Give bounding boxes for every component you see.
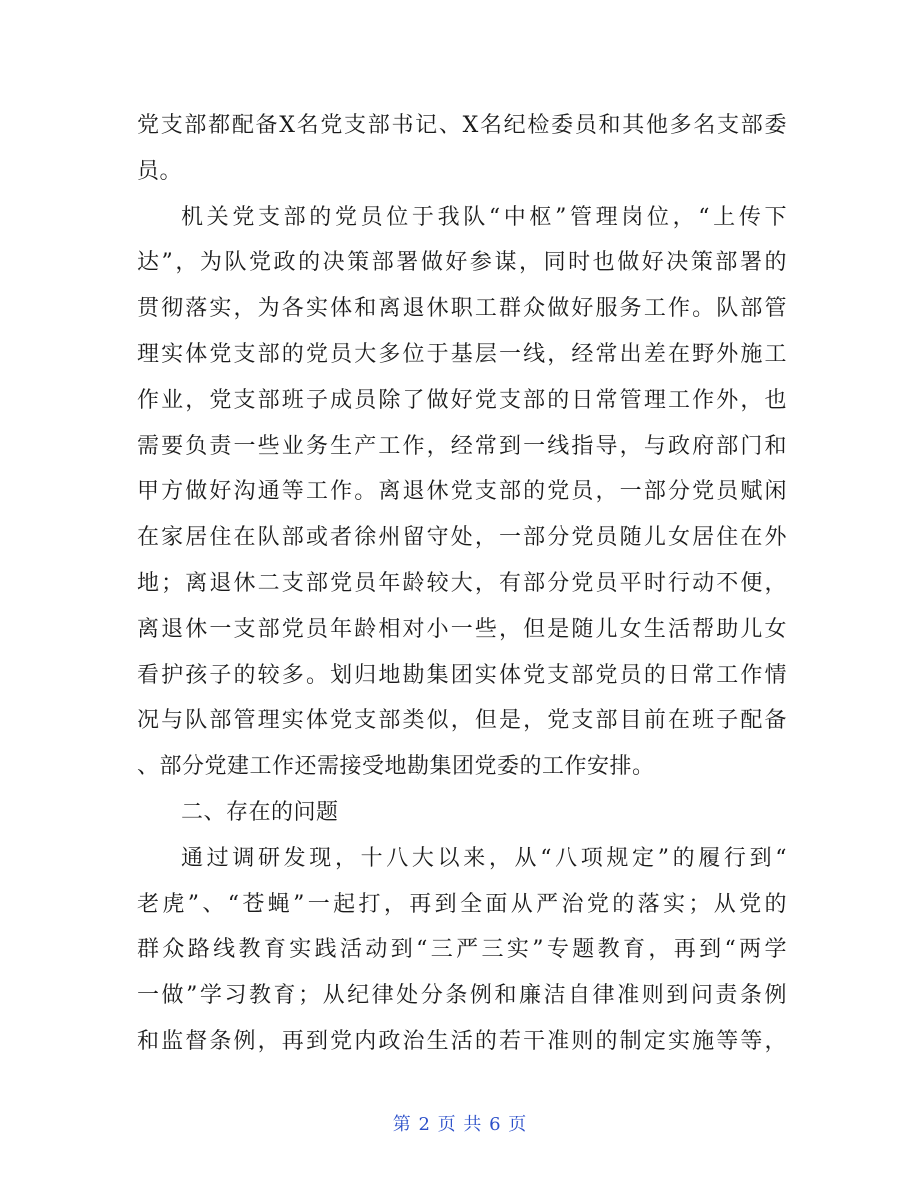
text-line: 需要负责一些业务生产工作，经常到一线指导，与政府部门和 <box>137 433 787 459</box>
text-line: 贯彻落实，为各实体和离退休职工群众做好服务工作。队部管 <box>137 296 787 322</box>
text-line: 在家居住在队部或者徐州留守处，一部分党员随儿女居住在外 <box>137 525 787 551</box>
text-line: 和监督条例，再到党内政治生活的若干准则的制定实施等等， <box>137 1028 787 1054</box>
text-line: 机关党支部的党员位于我队“中枢”管理岗位，“上传下 <box>181 204 787 230</box>
text-line: 群众路线教育实践活动到“三严三实”专题教育，再到“两学 <box>137 937 787 963</box>
text-line: 甲方做好沟通等工作。离退休党支部的党员，一部分党员赋闲 <box>137 479 787 505</box>
text-line: 员。 <box>137 158 183 184</box>
text-line: 离退休一支部党员年龄相对小一些，但是随儿女生活帮助儿女 <box>137 616 787 642</box>
text-line: 老虎”、“苍蝇”一起打，再到全面从严治党的落实；从党的 <box>137 891 787 917</box>
text-line: 理实体党支部的党员大多位于基层一线，经常出差在野外施工 <box>137 341 787 367</box>
text-line: 党支部都配备X名党支部书记、X名纪检委员和其他多名支部委 <box>137 113 787 138</box>
text-line: 地；离退休二支部党员年龄较大，有部分党员平时行动不便， <box>137 570 787 596</box>
text-line: 达”，为队党政的决策部署做好参谋，同时也做好决策部署的 <box>137 250 787 276</box>
text-line: 看护孩子的较多。划归地勘集团实体党支部党员的日常工作情 <box>137 662 787 688</box>
text-line: 通过调研发现，十八大以来，从“八项规定”的履行到“ <box>181 845 787 871</box>
page-number-footer: 第 2 页 共 6 页 <box>392 1114 528 1135</box>
text-line: 况与队部管理实体党支部类似，但是，党支部目前在班子配备 <box>137 708 787 734</box>
section-heading: 二、存在的问题 <box>181 799 339 825</box>
body-text <box>137 103 787 1065</box>
text-line: 、部分党建工作还需接受地勘集团党委的工作安排。 <box>137 754 655 780</box>
text-line: 一做”学习教育；从纪律处分条例和廉洁自律准则到问责条例 <box>137 983 787 1009</box>
text-line: 作业，党支部班子成员除了做好党支部的日常管理工作外，也 <box>137 387 787 413</box>
